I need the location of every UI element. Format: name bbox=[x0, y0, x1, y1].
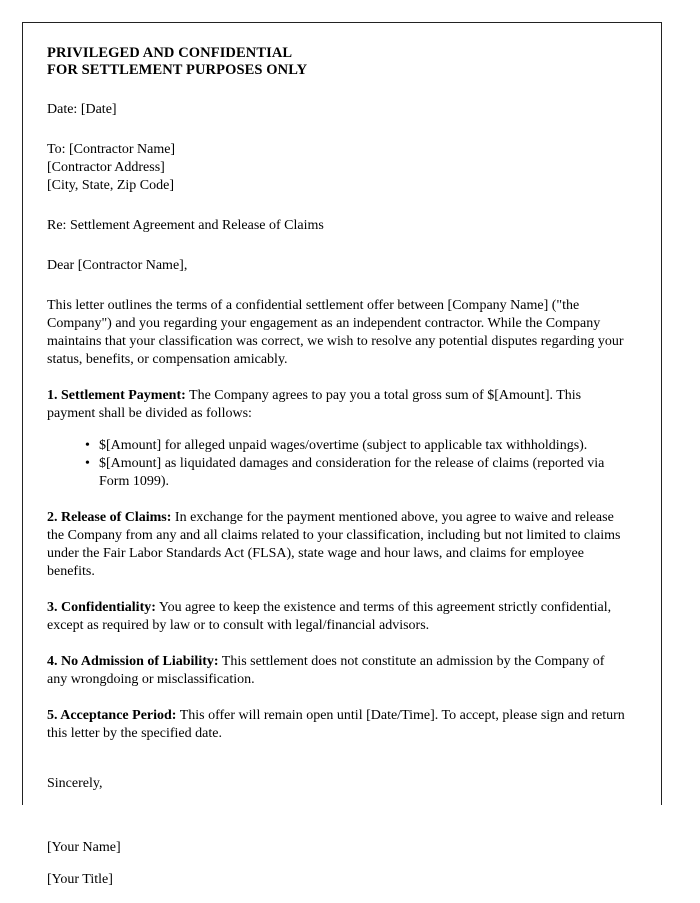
payment-breakdown-list bbox=[47, 437, 627, 491]
document-title-line-2: FOR SETTLEMENT PURPOSES ONLY bbox=[47, 62, 308, 78]
list-item: • $[Amount] as liquidated damages and consideration for the release of claims (reported via Form 1099). bbox=[85, 455, 627, 491]
date-line: Date: [Date] bbox=[47, 102, 117, 117]
spacer bbox=[47, 491, 627, 509]
recipient-street-line: [Contractor Address] bbox=[47, 160, 165, 175]
spacer bbox=[47, 235, 627, 257]
section-2-heading: 2. Release of Claims: bbox=[47, 510, 172, 525]
section-3-heading: 3. Confidentiality: bbox=[47, 600, 156, 615]
section-5-paragraph bbox=[47, 707, 627, 743]
subject-line: Re: Settlement Agreement and Release of Claims bbox=[47, 218, 324, 233]
section-4-heading: 4. No Admission of Liability: bbox=[47, 654, 219, 669]
spacer bbox=[47, 275, 627, 297]
document-title-line-1: PRIVILEGED AND CONFIDENTIAL bbox=[47, 45, 293, 61]
section-4-body: This settlement does not constitute an admission by the Company of any wrongdoing or misclassification. bbox=[47, 654, 605, 687]
section-2-paragraph bbox=[47, 509, 627, 581]
list-item: • $[Amount] for alleged unpaid wages/overtime (subject to applicable tax withholdings). bbox=[85, 437, 627, 455]
spacer bbox=[47, 635, 627, 653]
intro-paragraph: This letter outlines the terms of a confidential settlement offer between [Company Name] ("the Company") and you regarding your engagement as an independent contractor. While the Company maintains that your classification was correct, we wish to resolve any potential disputes regarding your status, benefits, or compensation amicably. bbox=[47, 298, 624, 367]
document-body bbox=[47, 45, 627, 903]
section-5-heading: 5. Acceptance Period: bbox=[47, 708, 177, 723]
spacer bbox=[47, 689, 627, 707]
spacer bbox=[47, 743, 627, 761]
signature-title: [Your Title] bbox=[47, 872, 113, 887]
section-1-paragraph bbox=[47, 387, 627, 423]
closing-line: Sincerely, bbox=[47, 776, 103, 791]
spacer bbox=[47, 423, 627, 437]
section-4-paragraph bbox=[47, 653, 627, 689]
section-5-body: This offer will remain open until [Date/Time]. To accept, please sign and return this letter by the specified date. bbox=[47, 708, 625, 741]
signature-name: [Your Name] bbox=[47, 840, 121, 855]
document-page bbox=[22, 22, 662, 887]
section-3-paragraph bbox=[47, 599, 627, 635]
spacer bbox=[47, 581, 627, 599]
spacer bbox=[47, 195, 627, 217]
recipient-name-line: To: [Contractor Name] bbox=[47, 142, 176, 157]
section-1-body: The Company agrees to pay you a total gross sum of $[Amount]. This payment shall be divided as follows: bbox=[47, 388, 582, 421]
salutation: Dear [Contractor Name], bbox=[47, 258, 188, 273]
recipient-address-block bbox=[47, 141, 627, 195]
recipient-city-state-zip-line: [City, State, Zip Code] bbox=[47, 178, 175, 193]
section-2-body: In exchange for the payment mentioned above, you agree to waive and release the Company from any and all claims related to your classification, including but not limited to claims under the Fair Labor Standards Act (FLSA), state wage and hour laws, and claims for employee benefits. bbox=[47, 510, 621, 579]
document-title bbox=[47, 45, 627, 79]
section-3-body: You agree to keep the existence and terms of this agreement strictly confidential, except as required by law or to consult with legal/financial advisors. bbox=[47, 600, 612, 633]
spacer bbox=[47, 79, 627, 101]
section-1-heading: 1. Settlement Payment: bbox=[47, 388, 186, 403]
spacer bbox=[47, 807, 627, 825]
spacer bbox=[47, 369, 627, 387]
spacer bbox=[47, 119, 627, 141]
